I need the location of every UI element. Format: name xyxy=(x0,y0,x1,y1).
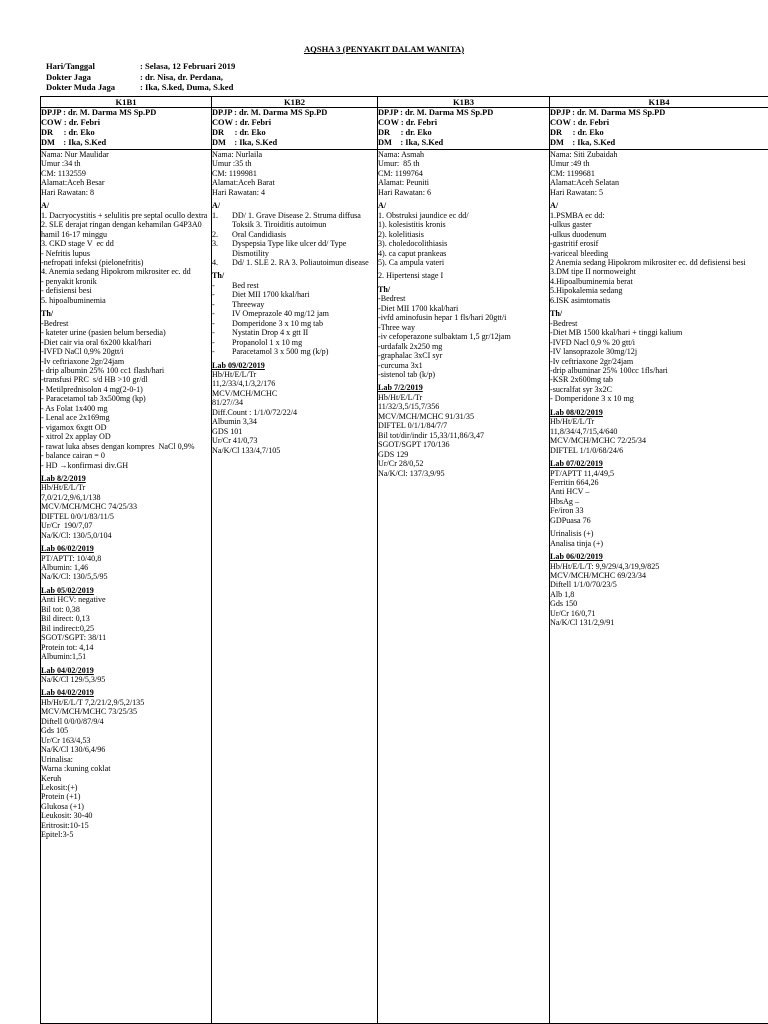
note-line: Bil tot/dir/indir 15,33/11,86/3,47 xyxy=(378,430,485,440)
staff-line: DM : Ika, S.Ked xyxy=(550,138,616,147)
bed-header-row xyxy=(41,97,768,108)
section-heading: A/ xyxy=(378,201,387,211)
note-line: -ulkus gaster xyxy=(550,220,592,230)
section-heading: A/ xyxy=(550,201,559,211)
note-line: Hb/Ht/E/L/Tr xyxy=(41,483,86,493)
staff-line: DPJP : dr. M. Darma MS Sp.PD xyxy=(550,108,666,117)
item-text: Dyspepsia Type like ulcer dd/ Type Dismotility xyxy=(232,239,347,258)
note-line: MCV/MCH/MCHC 74/25/33 xyxy=(41,502,138,512)
note-line: Protein (+1) xyxy=(41,792,81,802)
note-line: Bil indirect:0,25 xyxy=(41,623,95,633)
note-line: PT/APTT 11,4/49,5 xyxy=(550,468,615,478)
meta-key: Dokter Jaga xyxy=(46,71,91,82)
note-line: Alb 1,8 xyxy=(550,589,575,599)
note-line: Alamat:Aceh Besar xyxy=(41,178,105,188)
staff-row xyxy=(41,108,768,150)
note-line: Protein tot: 4,14 xyxy=(41,642,94,652)
staff-line: DPJP : dr. M. Darma MS Sp.PD xyxy=(212,108,328,117)
note-line: -gastritif erosif xyxy=(550,239,599,249)
note-line: 11,8/34/4,7/15,4/640 xyxy=(550,426,618,436)
note-line: 1). kolesistitis kronis xyxy=(378,220,446,230)
lab-heading: Lab 04/02/2019 xyxy=(41,665,94,675)
item-marker: - xyxy=(212,318,215,328)
staff-cell xyxy=(41,108,212,150)
staff-line: COW : dr. Febri xyxy=(550,118,610,127)
note-line: GDS 101 xyxy=(212,426,243,436)
staff-line: DM : Ika, S.Ked xyxy=(212,138,278,147)
note-line: -variceal bleeding xyxy=(550,248,609,258)
note-line: -graphalac 3xCI syr xyxy=(378,351,443,361)
staff-line: COW : dr. Febri xyxy=(378,118,438,127)
note-line: Hari Rawatan: 4 xyxy=(212,187,266,197)
note-line: Albumin: 1,46 xyxy=(41,563,89,573)
numbered-item xyxy=(212,328,377,337)
section-heading: Th/ xyxy=(550,309,563,319)
note-line: -Bedrest xyxy=(550,318,578,328)
note-line: 11/32/3,5/15,7/356 xyxy=(378,402,440,412)
staff-cell xyxy=(550,108,768,150)
note-line: SGOT/SGPT 170/136 xyxy=(378,440,450,450)
note-line: 4.Hipoalbuminemia berat xyxy=(550,276,633,286)
patient-table xyxy=(40,96,768,1024)
note-line: Analisa tinja (+) xyxy=(550,538,604,548)
note-line: Hb/Ht/E/L/Tr xyxy=(550,417,595,427)
note-line: - vigamox 6xgtt OD xyxy=(41,422,107,432)
bed-header: K1B4 xyxy=(550,97,768,108)
note-line: Nama: Nur Maulidar xyxy=(41,150,109,159)
note-line: Na/K/Cl: 130/5,5/95 xyxy=(41,572,108,582)
note-line: Diff.Count : 1/1/0/72/22/4 xyxy=(212,407,298,417)
note-line: GDS 129 xyxy=(378,449,409,459)
item-text: IV Omeprazole 40 mg/12 jam xyxy=(232,309,329,319)
meta-key: Hari/Tanggal xyxy=(46,61,95,71)
note-line: 5. hipoalbuminemia xyxy=(41,295,106,305)
note-line: -IVFD Nacl 0,9 % 20 gtt/i xyxy=(550,337,635,347)
staff-line: COW : dr. Febri xyxy=(41,118,101,127)
note-line: Anti HCV – xyxy=(550,487,590,497)
note-line: - rawat luka abses dengan kompres NaCl 0,9% xyxy=(41,441,195,451)
staff-line: DPJP : dr. M. Darma MS Sp.PD xyxy=(378,108,494,117)
meta-row-student-doctor xyxy=(46,82,235,93)
note-line: Umur :49 th xyxy=(550,159,590,169)
note-line: SGOT/SGPT: 38/11 xyxy=(41,633,107,643)
note-line: MCV/MCH/MCHC 69/23/34 xyxy=(550,571,647,581)
note-line: -nefropati infeksi (pielonefritis) xyxy=(41,257,144,267)
lab-heading: Lab 04/02/2019 xyxy=(41,688,94,698)
note-line: -curcuma 3x1 xyxy=(378,360,423,370)
numbered-item xyxy=(212,300,377,309)
note-line: -transfusi PRC s/d HB >10 gr/dl xyxy=(41,375,148,385)
note-line: Na/K/Cl: 130/5,0/104 xyxy=(41,530,112,540)
section-heading: Th/ xyxy=(212,271,225,281)
note-line: -Iv ceftriaxone 2gr/24jam xyxy=(550,356,634,366)
note-line: Anti HCV: negative xyxy=(41,595,106,605)
numbered-item xyxy=(212,281,377,290)
note-line: -drip albuminar 25% 100cc 1fls/hari xyxy=(550,365,668,375)
note-line: Hb/Ht/E/L/Tr xyxy=(212,369,257,379)
note-line: Nama: Siti Zubaidah xyxy=(550,150,618,159)
bed-header: K1B2 xyxy=(212,97,378,108)
note-line: Umur :35 th xyxy=(212,159,252,169)
note-line: Keruh xyxy=(41,773,62,783)
note-line: -Diet MB 1500 kkal/hari + tinggi kalium xyxy=(550,328,683,338)
note-line: -Diet cair via oral 6x200 kkal/hari xyxy=(41,337,152,347)
lab-heading: Lab 7/2/2019 xyxy=(378,383,423,393)
note-line: 4. Anemia sedang Hipokrom mikrositer ec. dd xyxy=(41,267,191,277)
note-line: Diftell 1/1/0/70/23/5 xyxy=(550,580,617,590)
note-line: Umur: 85 th xyxy=(378,159,420,169)
section-heading: A/ xyxy=(212,201,221,211)
note-line: Nama: Nurlaila xyxy=(212,150,263,159)
note-line: -urdafalk 2x250 mg xyxy=(378,341,443,351)
patient-notes xyxy=(212,150,378,1024)
note-line: 2 Anemia sedang Hipokrom mikrositer ec. dd defisiensi besi xyxy=(550,257,746,267)
section-heading: A/ xyxy=(41,201,50,211)
note-line: Diftell 0/0/0/87/9/4 xyxy=(41,716,104,726)
note-line: Gds 150 xyxy=(550,599,578,609)
item-marker: - xyxy=(212,328,215,338)
note-line: MCV/MCH/MCHC 73/25/35 xyxy=(41,707,138,717)
note-line: Hari Rawatan: 6 xyxy=(378,187,432,197)
note-line: - Metilprednisolon 4 mg(2-0-1) xyxy=(41,384,143,394)
note-line: Hari Rawatan: 5 xyxy=(550,187,604,197)
numbered-item xyxy=(212,230,377,239)
staff-cell xyxy=(212,108,378,150)
note-line: CM: 1132559 xyxy=(41,168,86,178)
meta-row-date xyxy=(46,61,235,72)
note-line: Albumin:1,51 xyxy=(41,652,87,662)
note-line: Alamat:Aceh Barat xyxy=(212,178,275,188)
note-line: Eritrosit:10-15 xyxy=(41,820,89,830)
item-marker: - xyxy=(212,347,215,357)
note-line: -sistenol tab (k/p) xyxy=(378,369,436,379)
shift-info xyxy=(46,61,235,93)
item-text: Bed rest xyxy=(232,280,259,290)
note-line: -Iv ceftriaxone 2gr/24jam xyxy=(41,356,125,366)
item-marker: - xyxy=(212,337,215,347)
item-marker: - xyxy=(212,299,215,309)
note-line: 1.PSMBA ec dd: xyxy=(550,210,605,220)
note-line: 2. Hipertensi stage I xyxy=(378,271,444,281)
meta-row-doctor xyxy=(46,72,235,83)
note-line: -Three way xyxy=(378,322,416,332)
numbered-item xyxy=(212,290,377,299)
staff-line: DR : dr. Eko xyxy=(378,128,432,137)
note-line: Ur/Cr 190/7,07 xyxy=(41,521,93,531)
note-line: Ur/Cr 16/0,71 xyxy=(550,608,596,618)
document-title: AQSHA 3 (PENYAKIT DALAM WANITA) xyxy=(303,44,465,54)
item-text: Paracetamol 3 x 500 mg (k/p) xyxy=(232,347,329,357)
note-line: 5). Ca ampula vateri xyxy=(378,257,445,267)
note-line: - kateter urine (pasien belum bersedia) xyxy=(41,328,166,338)
note-line: DIFTEL 0/1/1/84/7/7 xyxy=(378,421,448,431)
note-line: -ivfd aminofusin hepar 1 fls/hari 20gtt/i xyxy=(378,313,507,323)
note-line: Alamat: Peuniti xyxy=(378,178,430,188)
note-line: -KSR 2x600mg tab xyxy=(550,375,613,385)
item-text: Nystatin Drop 4 x gtt II xyxy=(232,328,309,338)
item-marker: - xyxy=(212,280,215,290)
note-line: - penyakit kronik xyxy=(41,276,97,286)
note-line: 1. Dacryocystitis + selulitis pre septal ocullo dextra xyxy=(41,210,208,220)
patient-notes xyxy=(41,150,212,1024)
item-marker: 2. xyxy=(212,229,219,239)
item-text: Domperidone 3 x 10 mg tab xyxy=(232,318,324,328)
staff-line: COW : dr. Febri xyxy=(212,118,272,127)
item-marker: - xyxy=(212,290,215,300)
note-line: Na/K/Cl: 137/3,9/95 xyxy=(378,468,445,478)
note-line: Albumin 3,34 xyxy=(212,417,257,427)
note-line: - Paracetamol tab 3x500mg (kp) xyxy=(41,394,146,404)
note-line: - As Folat 1x400 mg xyxy=(41,403,108,413)
note-line: - Lenal ace 2x169mg xyxy=(41,413,110,423)
note-line: 1. Obstruksi jaundice ec dd/ xyxy=(378,210,469,220)
lab-heading: Lab 05/02/2019 xyxy=(41,585,94,595)
note-line: Epitel:3-5 xyxy=(41,830,74,840)
item-marker: 3. xyxy=(212,239,219,249)
note-line: Alamat:Aceh Selatan xyxy=(550,178,619,188)
note-line: - balance cairan = 0 xyxy=(41,451,105,461)
note-line: -IV lansoprazole 30mg/12j xyxy=(550,347,638,357)
note-line: Na/K/Cl 130/6,4/96 xyxy=(41,745,106,755)
note-line: 2). kolelitiasis xyxy=(378,229,424,239)
note-line: -iv cefoperazone sulbaktam 1,5 gr/12jam xyxy=(378,332,511,342)
patient-notes xyxy=(378,150,550,1024)
note-line: Urinalisis (+) xyxy=(550,529,594,539)
lab-heading: Lab 06/02/2019 xyxy=(41,544,94,554)
bed-header: K1B3 xyxy=(378,97,550,108)
item-text: Diet MII 1700 kkal/hari xyxy=(232,290,310,300)
note-line: -Bedrest xyxy=(378,294,406,304)
note-line: Bil direct: 0,13 xyxy=(41,614,90,624)
item-text: Dd/ 1. SLE 2. RA 3. Poliautoimun disease xyxy=(232,257,369,267)
note-line: DIFTEL 0/0/1/83/11/5 xyxy=(41,511,114,521)
patient-row xyxy=(41,150,768,1024)
item-text: Threeway xyxy=(232,299,265,309)
section-heading: Th/ xyxy=(378,284,391,294)
staff-line: DR : dr. Eko xyxy=(550,128,604,137)
numbered-item xyxy=(212,211,377,230)
note-line: Hb/Ht/E/L/Tr xyxy=(378,392,423,402)
lab-heading: Lab 8/2/2019 xyxy=(41,473,86,483)
note-line: - defisiensi besi xyxy=(41,286,92,296)
note-line: - Nefritis lupus xyxy=(41,248,91,258)
item-marker: 4. xyxy=(212,257,219,267)
note-line: Na/K/Cl 133/4,7/105 xyxy=(212,445,281,455)
note-line: Glukosa (+1) xyxy=(41,801,85,811)
staff-line: DM : Ika, S.Ked xyxy=(378,138,444,147)
note-line: 81/27//34 xyxy=(212,398,244,408)
note-line: -Diet MII 1700 kkal/hari xyxy=(378,303,459,313)
note-line: Ur/Cr 41/0,73 xyxy=(212,436,258,446)
note-line: Bil tot: 0,38 xyxy=(41,604,80,614)
note-line: 7,0/21/2,9/6,1/138 xyxy=(41,492,101,502)
note-line: Hb/Ht/E/L/T: 9,9/29/4,3/19,9/825 xyxy=(550,561,660,571)
item-text: DD/ 1. Grave Disease 2. Struma diffusa Toksik 3. Tiroiditis autoimun xyxy=(232,210,361,230)
note-line: Nama: Asmah xyxy=(378,150,425,159)
note-line: GDPuasa 76 xyxy=(550,515,591,525)
note-line: -sucralfat syr 3x2C xyxy=(550,384,613,394)
lab-heading: Lab 08/02/2019 xyxy=(550,407,603,417)
note-line: - Domperidone 3 x 10 mg xyxy=(550,394,634,404)
note-line: Gds 105 xyxy=(41,726,69,736)
note-line: - xitrol 2x applay OD xyxy=(41,432,111,442)
patient-notes xyxy=(550,150,768,1024)
numbered-item xyxy=(212,319,377,328)
note-line: Lekosit:(+) xyxy=(41,783,78,792)
meta-key: Dokter Muda Jaga xyxy=(46,82,116,92)
note-line: -ulkus duodenum xyxy=(550,229,607,239)
note-line: Ur/Cr 28/0,52 xyxy=(378,459,424,469)
meta-value: : dr. Nisa, dr. Perdana, xyxy=(140,71,223,82)
note-line: 11,2/33/4,1/3,2/176 xyxy=(212,379,276,389)
note-line: - drip albumin 25% 100 cc1 flash/hari xyxy=(41,365,165,375)
note-line: CM: 1199764 xyxy=(378,168,423,178)
item-marker: - xyxy=(212,309,215,319)
numbered-item xyxy=(212,338,377,347)
note-line: DIFTEL 1/1/0/68/24/6 xyxy=(550,445,624,455)
note-line: 6.ISK asimtomatis xyxy=(550,295,611,305)
staff-line: DR : dr. Eko xyxy=(212,128,266,137)
meta-value: : Selasa, 12 Februari 2019 xyxy=(140,61,236,71)
staff-cell xyxy=(378,108,550,150)
lab-heading: Lab 06/02/2019 xyxy=(550,552,603,562)
item-marker: 1. xyxy=(212,210,219,220)
note-line: Ferritin 664,26 xyxy=(550,477,599,487)
meta-value: : Ika, S.ked, Duma, S.ked xyxy=(140,82,234,92)
note-line: -IVFD NaCl 0,9% 20gtt/i xyxy=(41,347,124,357)
numbered-item xyxy=(212,347,377,356)
note-line: Fe/iron 33 xyxy=(550,506,584,516)
note-line: Warna :kuning coklat xyxy=(41,764,111,774)
note-line: 3. CKD stage V ec dd xyxy=(41,239,114,249)
note-line: Hari Rawatan: 8 xyxy=(41,187,95,197)
note-line: 2. SLE derajat ringan dengan kehamilan G4P3A0 hamil 16-17 minggu xyxy=(41,220,204,239)
staff-line: DM : Ika, S.Ked xyxy=(41,138,107,147)
numbered-item xyxy=(212,239,377,258)
note-line: 3.DM tipe II normoweight xyxy=(550,267,636,277)
note-line: 3). choledocolithiasis xyxy=(378,239,448,249)
note-line: 5.Hipokalemia sedang xyxy=(550,286,623,296)
note-line: CM: 1199681 xyxy=(550,168,595,178)
note-line: Na/K/Cl 129/5,3/95 xyxy=(41,675,106,685)
numbered-item xyxy=(212,309,377,318)
note-line: CM: 1199981 xyxy=(212,168,257,178)
note-line: 4). ca caput prankeas xyxy=(378,248,447,258)
note-line: -Bedrest xyxy=(41,318,69,328)
note-line: MCV/MCH/MCHC xyxy=(212,388,278,398)
note-line: Na/K/Cl 131/2,9/91 xyxy=(550,618,615,628)
note-line: HbsAg – xyxy=(550,496,580,506)
section-heading: Th/ xyxy=(41,309,54,319)
bed-header: K1B1 xyxy=(41,97,212,108)
note-line: Umur :34 th xyxy=(41,159,81,169)
note-line: Ur/Cr 163/4,53 xyxy=(41,735,91,745)
item-text: Oral Candidiasis xyxy=(232,229,287,239)
note-line: Leukosit: 30-40 xyxy=(41,811,93,821)
lab-heading: Lab 09/02/2019 xyxy=(212,360,265,370)
note-line: Urinalisa: xyxy=(41,754,73,764)
staff-line: DR : dr. Eko xyxy=(41,128,95,137)
note-line: MCV/MCH/MCHC 91/31/35 xyxy=(378,411,475,421)
numbered-item xyxy=(212,258,377,267)
note-line: Hb/Ht/E/L/T 7,2/21/2,9/5,2/135 xyxy=(41,697,145,707)
lab-heading: Lab 07/02/2019 xyxy=(550,459,603,469)
item-text: Propanolol 1 x 10 mg xyxy=(232,337,303,347)
note-line: PT/APTT: 10/40,8 xyxy=(41,553,102,563)
staff-line: DPJP : dr. M. Darma MS Sp.PD xyxy=(41,108,157,117)
note-line: MCV/MCH/MCHC 72/25/34 xyxy=(550,436,647,446)
note-line: - HD →konfirmasi div.GH xyxy=(41,460,129,470)
